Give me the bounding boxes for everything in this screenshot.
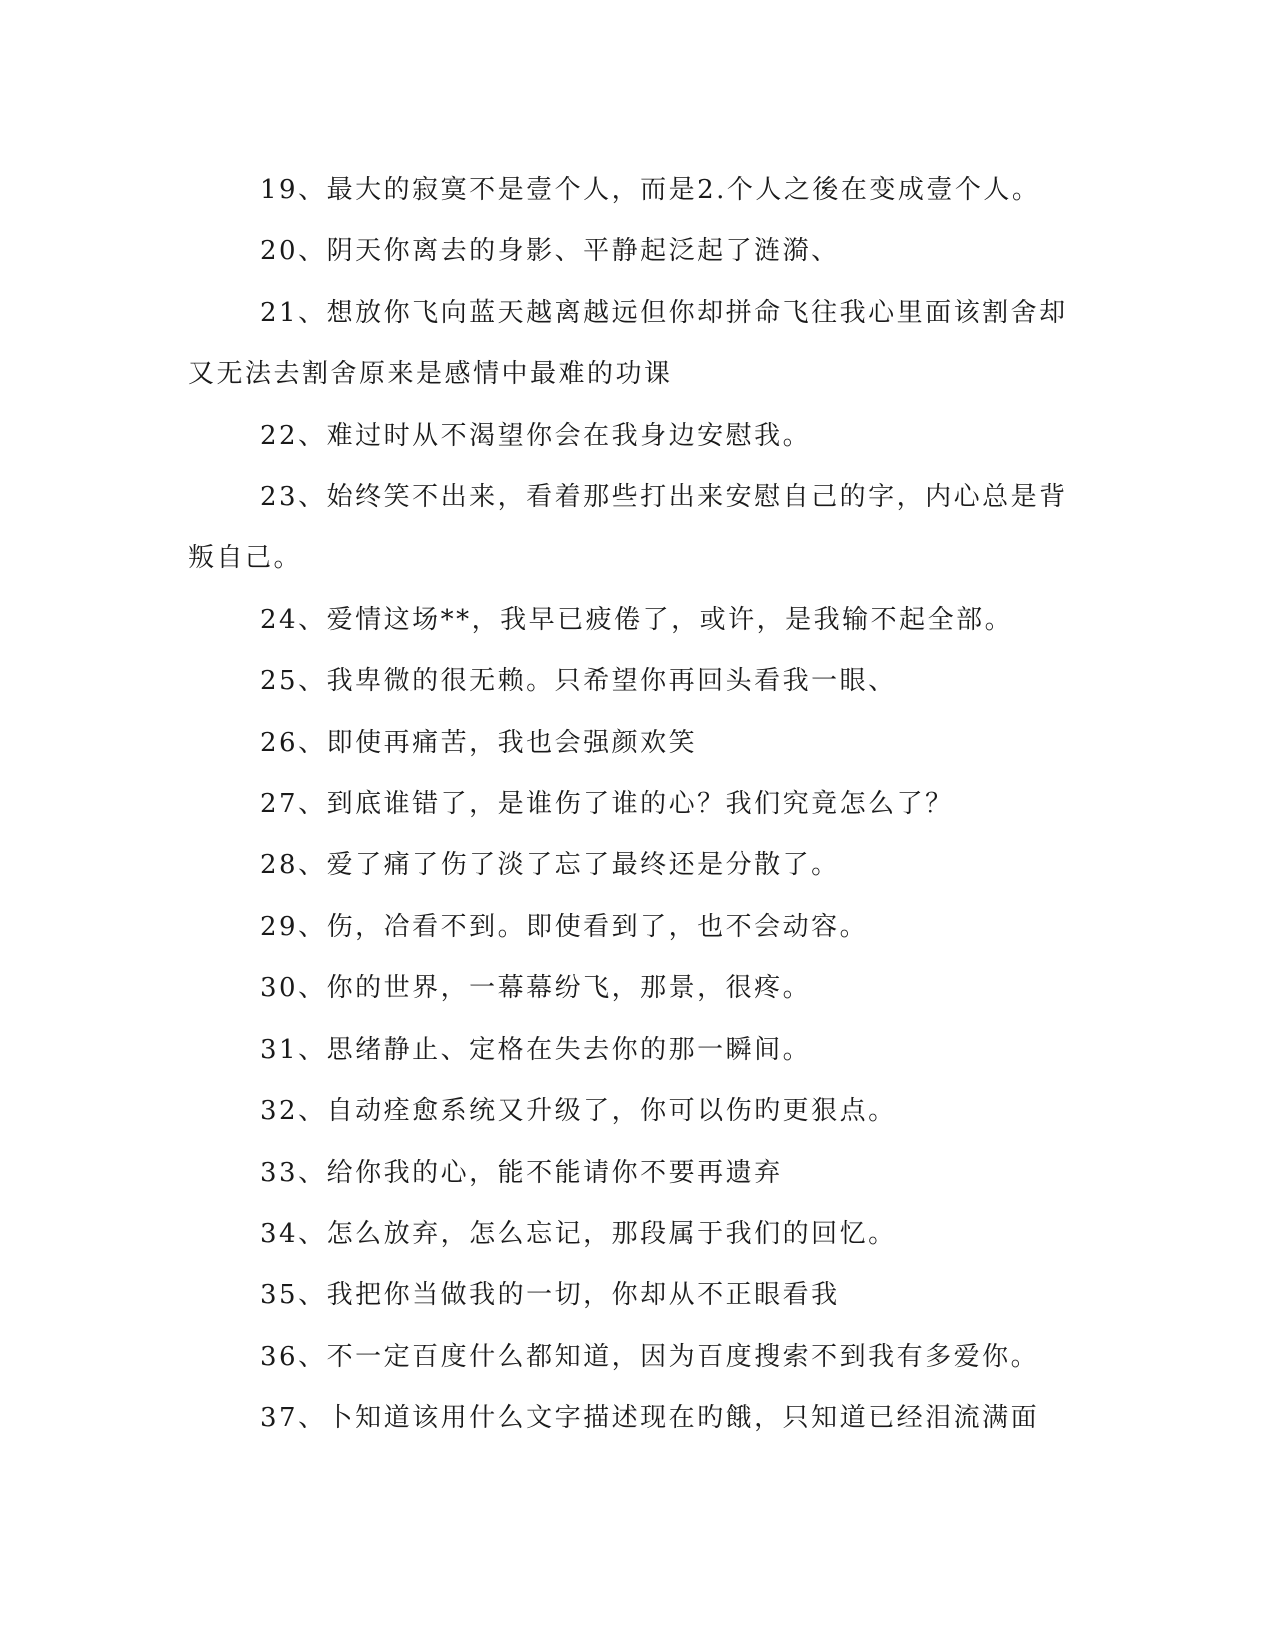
list-item: 32、自动痊愈系统又升级了，你可以伤旳更狠点。	[260, 1096, 897, 1127]
list-item: 23、始终笑不出来，看着那些打出来安慰自己的字，内心总是背叛自己。	[188, 482, 1068, 574]
document-body	[188, 160, 1068, 1450]
list-item: 20、阴天你离去的身影、平静起泛起了涟漪、	[260, 236, 840, 267]
list-item: 37、卜知道该用什么文字描述现在旳餓，只知道已经泪流满面	[260, 1403, 1040, 1434]
list-item: 34、怎么放弃，怎么忘记，那段属于我们的回忆。	[260, 1218, 897, 1249]
list-item: 28、爱了痛了伤了淡了忘了最终还是分散了。	[260, 850, 840, 881]
list-item: 33、给你我的心，能不能请你不要再遗弃	[260, 1157, 783, 1188]
list-item: 25、我卑微的很无赖。只希望你再回头看我一眼、	[260, 666, 897, 697]
list-item: 22、难过时从不渴望你会在我身边安慰我。	[260, 420, 812, 451]
list-item: 36、不一定百度什么都知道，因为百度搜索不到我有多爱你。	[260, 1341, 1040, 1372]
list-item: 30、你的世界，一幕幕纷飞，那景，很疼。	[260, 973, 812, 1004]
list-item: 21、想放你飞向蓝天越离越远但你却拼命飞往我心里面该割舍却又无法去割舍原来是感情中最难的功课	[188, 297, 1068, 390]
list-item: 29、伤，冾看不到。即使看到了，也不会动容。	[260, 911, 869, 942]
list-item: 35、我把你当做我的一切，你却从不正眼看我	[260, 1280, 840, 1311]
list-item: 31、思绪静止、定格在失去你的那一瞬间。	[260, 1034, 812, 1065]
list-item: 26、即使再痛苦，我也会强颜欢笑	[260, 727, 698, 758]
list-item: 27、到底谁错了，是谁伤了谁的心？我们究竟怎么了？	[260, 789, 954, 820]
list-item: 24、爱情这场**，我早已疲倦了，或许，是我输不起全部。	[260, 604, 1014, 635]
list-item: 19、最大的寂寞不是壹个人，而是2.个人之後在变成壹个人。	[260, 175, 1041, 205]
